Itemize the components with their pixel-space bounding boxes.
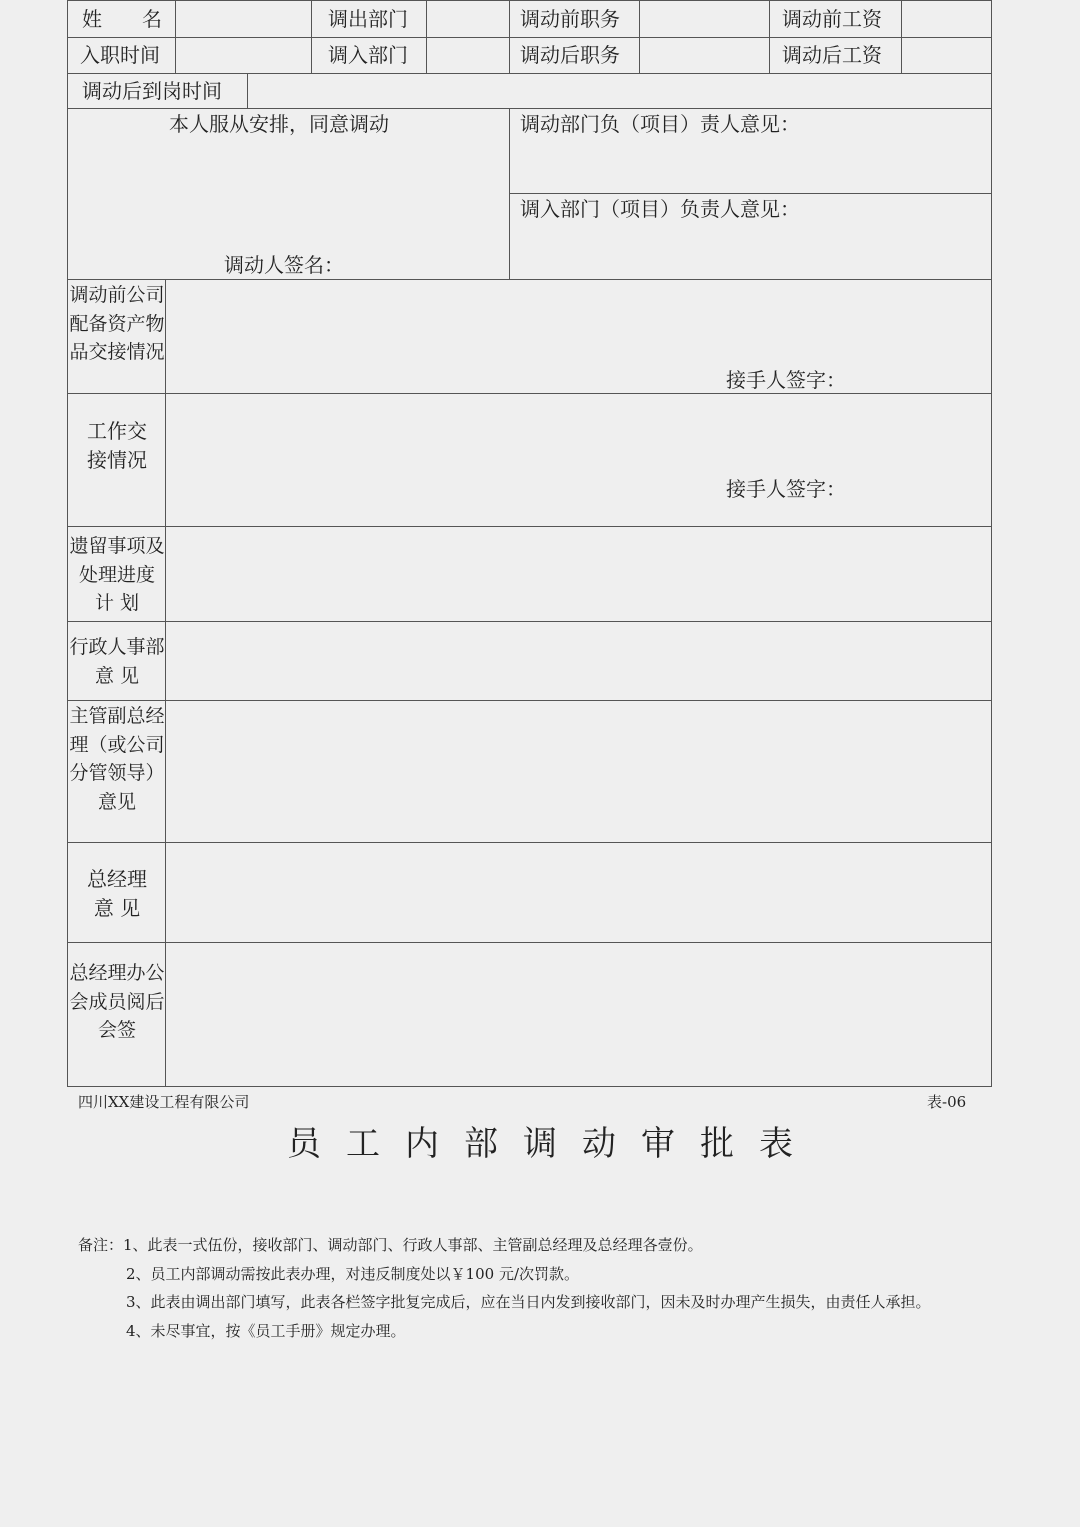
col-divider: [769, 1, 770, 73]
pending-items-field[interactable]: [166, 527, 991, 621]
transferee-signature-label: 调动人签名：: [224, 253, 344, 277]
work-handover-label: 工作交接情况: [87, 419, 147, 472]
notes: [78, 1231, 931, 1345]
note-item: 4、未尽事宜，按《员工手册》规定办理。: [126, 1321, 406, 1340]
transfer-approval-form: [67, 0, 992, 1087]
arrival-time-label: 调动后到岗时间: [82, 79, 222, 103]
gm-office-countersign-label: 总经理办公会成员阅后会签: [69, 962, 165, 1041]
gm-office-countersign-field[interactable]: [166, 943, 991, 1086]
post-position-field[interactable]: [640, 38, 769, 73]
assets-receiver-signature-label: 接手人签字：: [726, 368, 846, 392]
arrival-time-field[interactable]: [248, 74, 991, 108]
row-divider: [68, 108, 991, 109]
pre-position-field[interactable]: [640, 1, 769, 37]
gm-opinion-field[interactable]: [166, 843, 991, 942]
form-number: 表-06: [927, 1093, 967, 1111]
hr-opinion-label: 行政人事部 意 见: [69, 636, 165, 687]
in-dept-label: 调入部门: [328, 43, 408, 67]
note-item: 3、此表由调出部门填写，此表各栏签字批复完成后，应在当日内发到接收部门，因未及时办理产生损失，由责任人承担。: [126, 1293, 931, 1311]
work-receiver-signature-label: 接手人签字：: [726, 477, 846, 501]
name-field[interactable]: [176, 1, 311, 37]
col-divider: [311, 1, 312, 73]
note-text: 1、此表一式伍份，接收部门、调动部门、行政人事部、主管副总经理及总经理各壹份。: [123, 1236, 703, 1254]
row-divider: [509, 193, 991, 194]
pending-items-label: 遗留事项及处理进度 计 划: [69, 535, 165, 614]
col-divider: [509, 1, 510, 73]
pre-salary-label: 调动前工资: [782, 7, 882, 31]
company-name: 四川XX建设工程有限公司: [78, 1093, 250, 1111]
note-item: [78, 1231, 931, 1260]
in-dept-field[interactable]: [427, 38, 509, 73]
in-dept-opinion-label: 调入部门（项目）负责人意见：: [520, 197, 800, 221]
vp-opinion-field[interactable]: [166, 701, 991, 842]
name-label: 姓 名: [82, 7, 162, 31]
consent-statement: 本人服从安排，同意调动: [169, 112, 389, 136]
out-dept-opinion-label: 调动部门负（项目）责人意见：: [520, 112, 800, 136]
page-title: 员工内部调动审批表: [287, 1124, 818, 1164]
post-salary-label: 调动后工资: [782, 43, 882, 67]
post-salary-field[interactable]: [902, 38, 991, 73]
hire-date-label: 入职时间: [80, 43, 160, 67]
out-dept-field[interactable]: [427, 1, 509, 37]
note-item: 2、员工内部调动需按此表办理，对违反制度处以￥100 元/次罚款。: [126, 1264, 579, 1283]
hire-date-field[interactable]: [176, 38, 311, 73]
pre-salary-field[interactable]: [902, 1, 991, 37]
out-dept-label: 调出部门: [328, 7, 408, 31]
assets-handover-label: 调动前公司配备资产物品交接情况: [69, 284, 165, 363]
gm-opinion-label: 总经理意 见: [87, 867, 147, 920]
col-divider: [509, 108, 510, 279]
notes-prefix: 备注：: [78, 1236, 124, 1254]
vp-opinion-label: 主管副总经理（或公司分管领导）意见: [69, 705, 165, 813]
hr-opinion-field[interactable]: [166, 622, 991, 700]
work-handover-field[interactable]: [166, 394, 991, 526]
pre-position-label: 调动前职务: [520, 7, 620, 31]
assets-handover-field[interactable]: [166, 280, 991, 393]
post-position-label: 调动后职务: [520, 43, 620, 67]
